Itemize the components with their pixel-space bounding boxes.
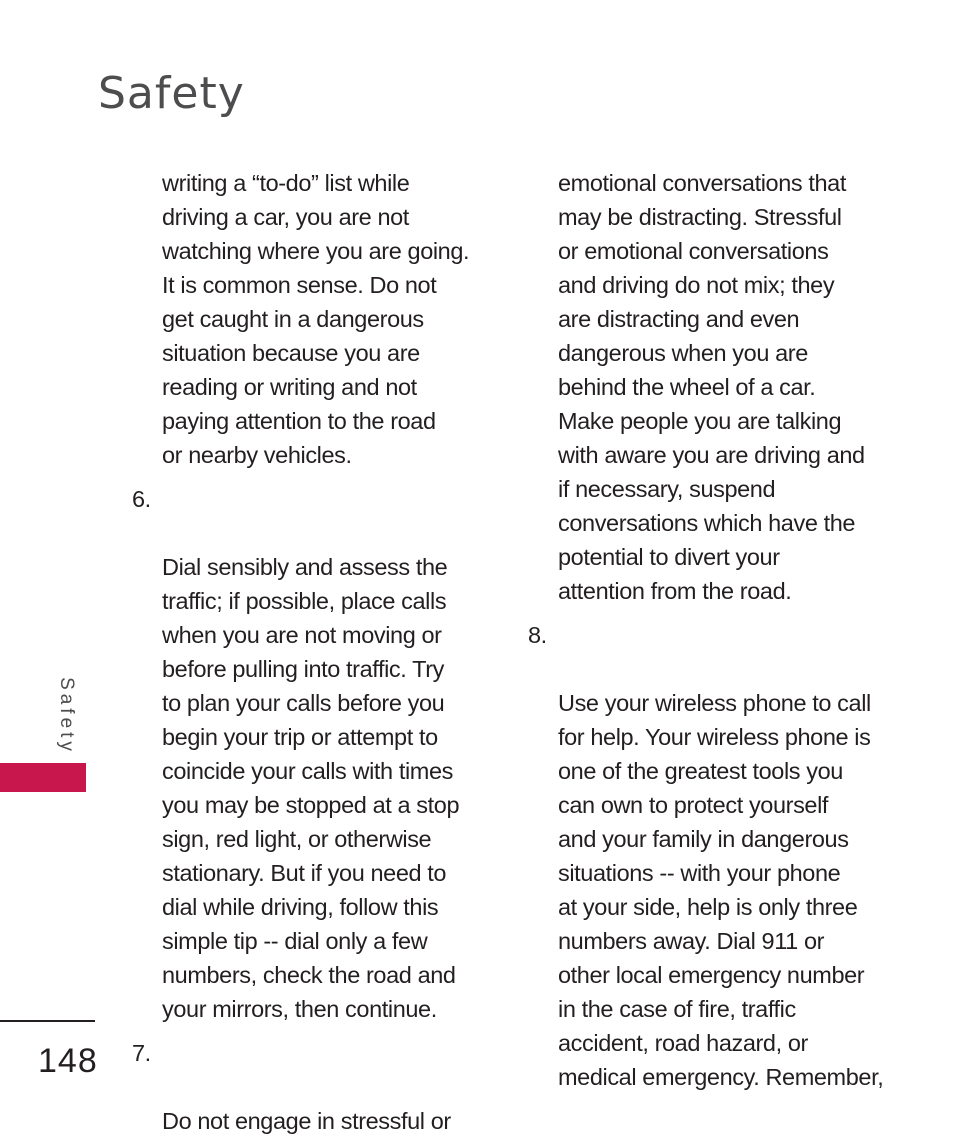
- list-item-6: [132, 482, 482, 1026]
- side-tab-marker: [0, 763, 86, 792]
- list-item-number: 8.: [528, 622, 547, 648]
- page-number: 148: [38, 1042, 98, 1080]
- left-column: [132, 166, 482, 1138]
- side-tab-label: Safety: [56, 677, 77, 755]
- footer-divider: [0, 1020, 95, 1022]
- list-item-8: [528, 618, 888, 1094]
- list-item-text: Use your wireless phone to call for help. Your wireless phone is one of the greatest tools you can own to protect yourself and your family in dangerous situations -- with your phone at your side, help is only three numbers away. Dial 911 or other local emergency number in the case of fire, traffic accident, road hazard, or medical emergency. Remember,: [558, 690, 884, 1090]
- list-item-text: Do not engage in stressful or: [162, 1108, 451, 1134]
- list-item-text: Dial sensibly and assess the traffic; if possible, place calls when you are not moving or before pulling into traffic. Try to plan your calls before you begin your trip or attempt to coincide your calls with times you may be stopped at a stop sign, red light, or otherwise stationary. But if you need to dial while driving, follow this simple tip -- dial only a few numbers, check the road and your mirrors, then continue.: [162, 554, 460, 1022]
- right-column: [528, 166, 888, 1094]
- list-item-number: 7.: [132, 1040, 151, 1066]
- list-item-number: 6.: [132, 486, 151, 512]
- page-title: Safety: [98, 68, 245, 119]
- continuation-paragraph: emotional conversations that may be distracting. Stressful or emotional conversations and driving do not mix; they are distracting and even dangerous when you are behind the wheel of a car. Make people you are talking with aware you are driving and if necessary, suspend conversations which have the potential to divert your attention from the road.: [558, 170, 865, 604]
- intro-paragraph: writing a “to-do” list while driving a car, you are not watching where you are going. It is common sense. Do not get caught in a dangerous situation because you are reading or writing and not paying attention to the road or nearby vehicles.: [162, 170, 470, 468]
- list-item-7: [132, 1036, 482, 1138]
